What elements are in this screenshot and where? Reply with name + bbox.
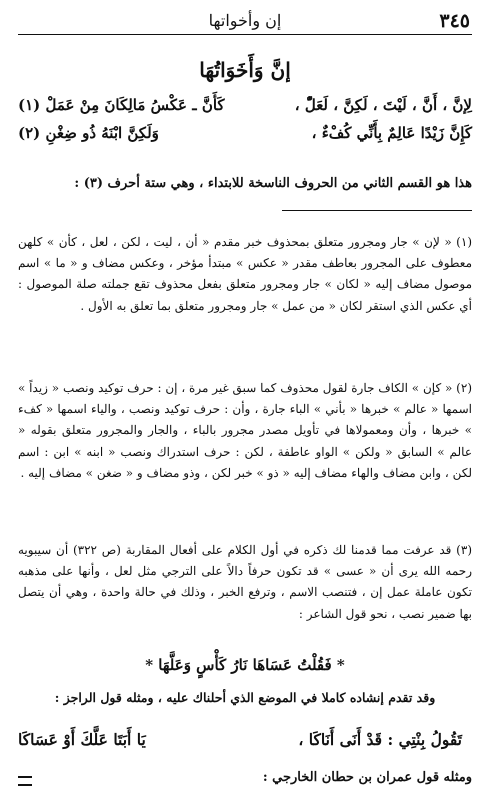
footnote-3: (٣) قد عرفت مما قدمنا لك ذكره في أول الكلام على أفعال المقاربة (ص ٣٢٢) أن سيبويه رحمه الله يرى أن « عسى » قد تكون حرفاً دالاً على الترجي مثل لعل ، وأنها على مذهبه تكون عاملة عمل إن ، فتنصب الاسم ، وترفع الخبر ، وذلك في حالة واحدة ، وهي أن يتصل بها ضمير نصب ، نحو قول الشاعر : xyxy=(18,543,472,621)
intro-text: هذا هو القسم الثاني من الحروف الناسخة للابتداء ، وهي ستة أحرف (٣) : xyxy=(74,176,472,191)
chapter-title: إنَّ وَأَخَوَاتُهَا xyxy=(199,58,291,82)
poem-note: وقد تقدم إنشاده كاملا في الموضع الذي أحلناك عليه ، ومثله قول الراجز : xyxy=(54,690,436,705)
verse-2-hemistich-a: كَإِنَّ زَيْدًا عَالِمٌ بِأَنِّي كُفْءٌ ، xyxy=(311,124,472,142)
verse-2-hemistich-b: وَلَكِنَّ ابْنَهُ ذُو ضِغْنِ (٢) xyxy=(18,124,159,142)
verse-1-hemistich-b: كَأَنَّ ـ عَكْسُ مَالِكَانَ مِنْ عَمَلْ (١) xyxy=(18,96,225,114)
poem-2-hemistich-a: تَقُولُ بِنْتِي : قَدْ أَنَى أَنَاكَا ، xyxy=(298,730,462,749)
page-number: ٣٤٥ xyxy=(439,10,470,32)
last-line: ومثله قول عمران بن حطان الخارجي : xyxy=(262,770,472,785)
poem-2-hemistich-b: يَا أَبَتَا عَلَّكَ أَوْ عَسَاكَا xyxy=(18,730,146,749)
book-page xyxy=(18,0,472,800)
footnote-separator xyxy=(282,210,472,211)
footnote-2: (٢) « كإن » الكاف جارة لقول محذوف كما سبق غير مرة ، إن : حرف توكيد ونصب « زيداً » اسمها « عالم » خبرها « بأني » الباء جارة ، وأن : حرف توكيد ونصب ، والياء اسمها « كفء » خبرها ، وأن ومعمولاها في تأويل مصدر مجرور بالباء ، والجار والمجرور متعلق بقوله « عالم » السابق « ولكن » الواو عاطفة ، لكن : حرف استدراك ونصب « ابنه » ابن : اسم لكن ، وابن مضاف والهاء مضاف إليه « ذو » خبر لكن ، وذو مضاف و « ضغن » مضاف إليه . xyxy=(18,381,472,480)
poem-verse-1: * فَقُلْتُ عَسَاهَا نَارُ كَأْسٍ وَعَلَّهَا * xyxy=(145,656,345,674)
running-title: إن وأخواتها xyxy=(208,11,282,30)
footnote-1: (١) « لإن » جار ومجرور متعلق بمحذوف خبر مقدم « أن ، ليت ، لكن ، لعل ، كأن » كلهن معطوف على المجرور بعاطف مقدر « عكس » مبتدأ مؤخر ، وعكس مضاف و « ما » اسم موصول مضاف إليه « لكان » جار ومجرور متعلق بفعل محذوف تقع جملته صلة الموصول : أي عكس الذي استقر لكان « من عمل » جار ومجرور متعلق بما تعلق به الأول . xyxy=(18,235,472,313)
verse-1-hemistich-a: لِإنَّ ، أَنَّ ، لَيْتَ ، لَكِنَّ ، لَعَلّْ ، xyxy=(294,96,472,114)
page-header xyxy=(18,8,472,35)
footer-mark xyxy=(18,776,32,786)
